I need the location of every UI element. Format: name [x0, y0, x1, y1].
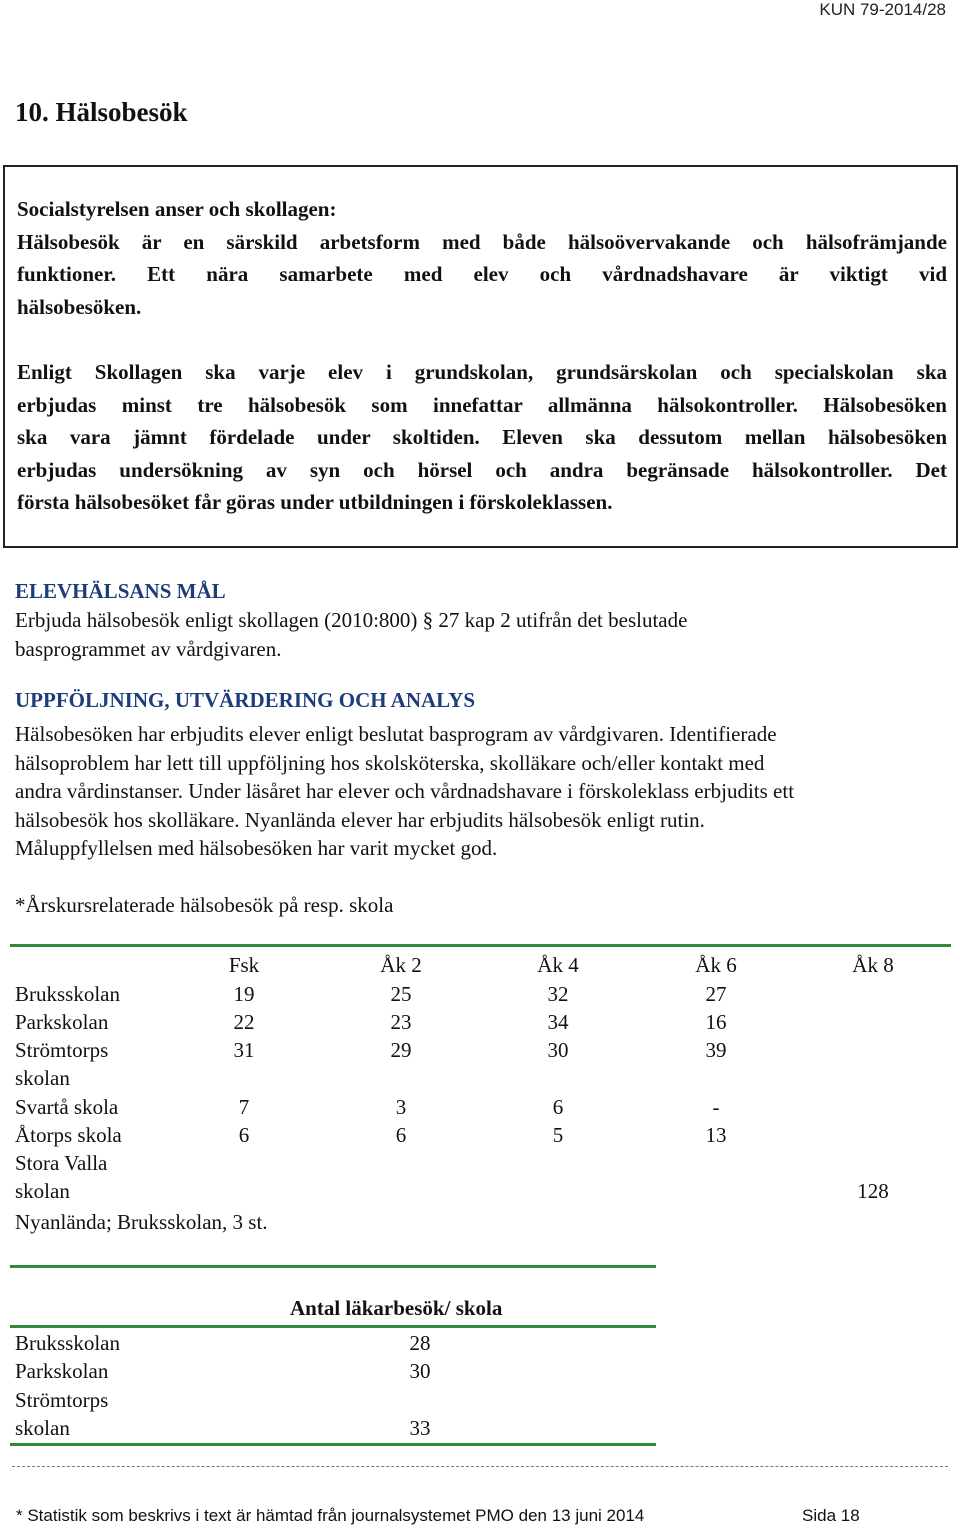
column-header: Fsk	[228, 953, 260, 977]
row-label: Strömtorps	[15, 1388, 109, 1412]
table-cell: 6	[552, 1095, 564, 1119]
text-line: funktioner. Ett nära samarbete med elev och vårdnadshavare är viktigt vid	[17, 262, 947, 286]
text-line: Måluppfyllelsen med hälsobesöken har varit mycket god.	[15, 836, 498, 860]
table-top-rule	[10, 1265, 656, 1268]
table-cell: 6	[238, 1123, 250, 1147]
page-title: 10. Hälsobesök	[15, 97, 188, 127]
table-cell: 30	[409, 1359, 431, 1383]
text-line: andra vårdinstanser. Under läsåret har elever och vårdnadshavare i förskoleklass erbjudits ett	[15, 779, 795, 803]
table-row	[15, 1093, 935, 1121]
table-cell: 39	[705, 1038, 727, 1062]
table-bottom-rule	[10, 1443, 656, 1446]
row-label: skolan	[15, 1066, 70, 1090]
row-label: Bruksskolan	[15, 982, 120, 1006]
table-cell: 7	[238, 1095, 250, 1119]
table-cell: 5	[552, 1123, 564, 1147]
table-cell: 6	[395, 1123, 407, 1147]
row-label: Stora Valla	[15, 1151, 108, 1175]
row-label: skolan	[15, 1416, 70, 1440]
text-line: Erbjuda hälsobesök enligt skollagen (2010:800) § 27 kap 2 utifrån det beslutade	[15, 608, 688, 632]
regulation-box	[3, 165, 958, 548]
column-header: Åk 2	[380, 953, 422, 977]
table-cell: 19	[233, 982, 255, 1006]
regulation-paragraph-1	[17, 193, 947, 323]
table-top-rule	[10, 944, 951, 947]
table-cell: 29	[390, 1038, 412, 1062]
text-line: Hälsobesöken har erbjudits elever enligt beslutat basprogram av vårdgivaren. Identifierade	[15, 722, 777, 746]
column-header: Åk 8	[852, 953, 894, 977]
table-cell: 28	[409, 1331, 431, 1355]
table-cell: 22	[233, 1010, 255, 1034]
table-cell: 31	[233, 1038, 255, 1062]
table-row	[15, 1121, 935, 1149]
footer-divider	[12, 1466, 948, 1467]
column-header: Åk 6	[695, 953, 737, 977]
table-cell: 27	[705, 982, 727, 1006]
followup-heading: UPPFÖLJNING, UTVÄRDERING OCH ANALYS	[15, 688, 476, 712]
text-line: hälsobesöken.	[17, 294, 142, 319]
table-row	[15, 1177, 935, 1205]
table-cell: 23	[390, 1010, 412, 1034]
text-line: Enligt Skollagen ska varje elev i grundskolan, grundsärskolan och specialskolan ska	[17, 360, 947, 384]
table-cell: 16	[705, 1010, 727, 1034]
regulation-paragraph-2	[17, 356, 947, 519]
goal-heading: ELEVHÄLSANS MÅL	[15, 579, 226, 603]
row-label: Strömtorps	[15, 1038, 109, 1062]
row-label: Bruksskolan	[15, 1331, 120, 1355]
doctor-table-title: Antal läkarbesök/ skola	[290, 1296, 503, 1320]
table-cell: 32	[547, 982, 569, 1006]
visits-caption: *Årskursrelaterade hälsobesök på resp. skola	[15, 893, 394, 917]
table-row	[15, 1149, 935, 1177]
row-label: Svartå skola	[15, 1095, 119, 1119]
table-note	[15, 1208, 935, 1236]
table-header-rule	[10, 1325, 656, 1328]
table-cell: 33	[409, 1416, 431, 1440]
row-label: Parkskolan	[15, 1359, 109, 1383]
text-line: hälsoproblem har lett till uppföljning hos skolsköterska, skolläkare och/eller kontakt med	[15, 750, 765, 775]
row-label: Parkskolan	[15, 1010, 109, 1034]
note-text: Nyanlända; Bruksskolan, 3 st.	[15, 1210, 268, 1234]
text-line: hälsobesök hos skolläkare. Nyanlända elever har erbjudits hälsobesök enligt rutin.	[15, 807, 705, 832]
row-label: Åtorps skola	[15, 1123, 122, 1147]
table-cell: -	[712, 1095, 720, 1119]
table-row	[15, 980, 935, 1008]
table-row	[15, 1064, 935, 1092]
goal-text	[15, 606, 935, 663]
followup-text	[15, 720, 935, 863]
table-row	[15, 1008, 935, 1036]
row-label: skolan	[15, 1179, 70, 1203]
text-line: Hälsobesök är en särskild arbetsform med både hälsoövervakande och hälsofrämjande	[17, 229, 947, 254]
table-cell: 25	[390, 982, 412, 1006]
page-number: Sida 18	[802, 1506, 860, 1525]
text-line: första hälsobesöket får göras under utbildningen i förskoleklassen.	[17, 490, 613, 514]
table-cell: 30	[547, 1038, 569, 1062]
text-line: erbjudas minst tre hälsobesök som innefattar allmänna hälsokontroller. Hälsobesöken	[17, 392, 947, 417]
table-row	[15, 1036, 935, 1064]
text-line: Socialstyrelsen anser och skollagen:	[17, 197, 337, 221]
table-cell: 128	[857, 1179, 889, 1203]
footer-note: * Statistik som beskrivs i text är hämtad från journalsystemet PMO den 13 juni 2014	[16, 1506, 645, 1525]
column-header: Åk 4	[537, 953, 579, 977]
table-cell: 3	[395, 1095, 407, 1119]
text-line: erbjudas undersökning av syn och hörsel och andra begränsade hälsokontroller. Det	[17, 457, 947, 482]
table-cell: 34	[547, 1010, 569, 1034]
table-cell: 13	[705, 1123, 727, 1147]
text-line: ska vara jämnt fördelade under skoltiden. Eleven ska dessutom mellan hälsobesöken	[17, 425, 947, 449]
document-reference: KUN 79-2014/28	[819, 0, 946, 19]
text-line: basprogrammet av vårdgivaren.	[15, 636, 282, 661]
